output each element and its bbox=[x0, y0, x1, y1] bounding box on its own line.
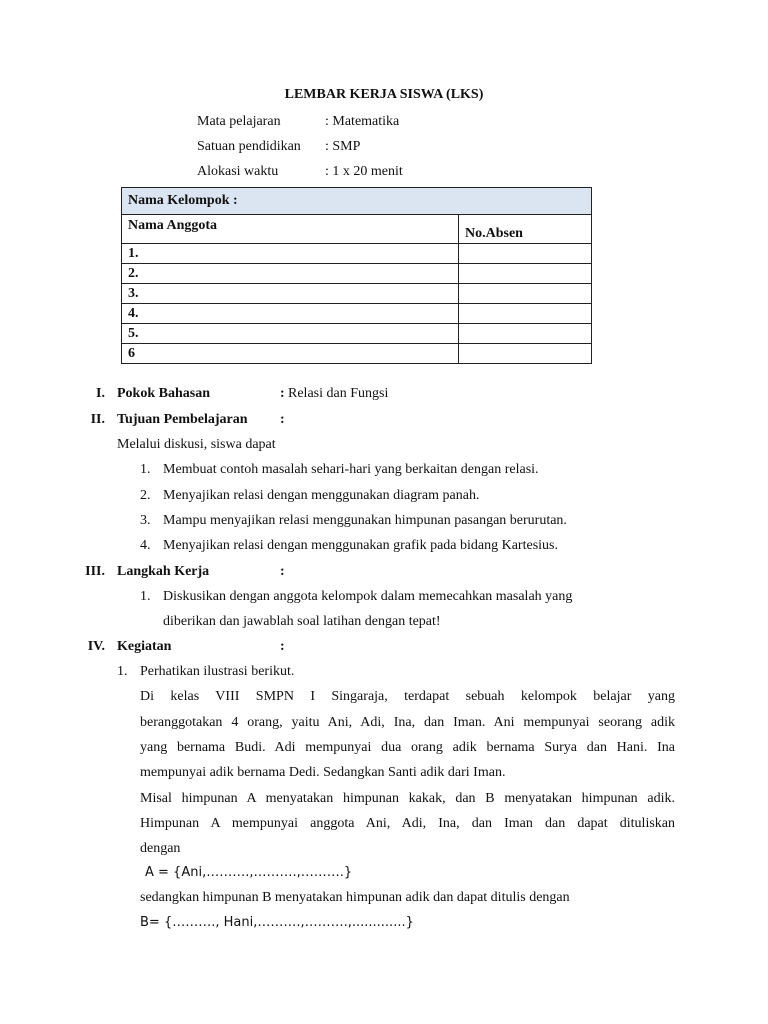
section-4-label: Kegiatan bbox=[117, 639, 172, 654]
section-1-label: Pokok Bahasan bbox=[117, 386, 210, 401]
objective-text: Menyajikan relasi dengan menggunakan grafik pada bidang Kartesius. bbox=[163, 538, 558, 553]
table-row bbox=[122, 304, 592, 324]
objective-number: 3. bbox=[140, 513, 151, 528]
absence-cell bbox=[459, 264, 592, 284]
set-b-intro: sedangkan himpunan B menyatakan himpunan adik dan dapat ditulis dengan bbox=[140, 890, 570, 905]
table-row bbox=[122, 264, 592, 284]
activity-number: 1. bbox=[117, 664, 128, 679]
group-table-header-row bbox=[122, 188, 592, 215]
table-row bbox=[122, 344, 592, 364]
section-3-label: Langkah Kerja bbox=[117, 564, 210, 579]
section-2-number: II. bbox=[90, 412, 105, 427]
section-2-label: Tujuan Pembelajaran bbox=[117, 412, 248, 427]
objective-number: 2. bbox=[140, 488, 151, 503]
story-line-1: Di kelas VIII SMPN I Singaraja, terdapat sebuah kelompok belajar yang bbox=[140, 689, 675, 704]
section-1-number: I. bbox=[96, 386, 105, 401]
story-line-2: beranggotakan 4 orang, yaitu Ani, Adi, Ina, dan Iman. Ani mempunyai seorang adik bbox=[140, 715, 675, 730]
group-table bbox=[121, 187, 592, 364]
table-row bbox=[122, 244, 592, 264]
objective-text: Menyajikan relasi dengan menggunakan diagram panah. bbox=[163, 488, 480, 503]
set-a-fill-in: A = {Ani,……….,……….,……….} bbox=[145, 865, 353, 880]
section-2-intro: Melalui diskusi, siswa dapat bbox=[117, 437, 276, 452]
absence-cell bbox=[459, 284, 592, 304]
member-row-number: 3. bbox=[122, 284, 459, 304]
objective-text: Mampu menyajikan relasi menggunakan himpunan pasangan berurutan. bbox=[163, 513, 567, 528]
section-4-number: IV. bbox=[87, 639, 105, 654]
step-number: 1. bbox=[140, 589, 151, 604]
section-3-colon: : bbox=[280, 564, 285, 579]
member-row-number: 4. bbox=[122, 304, 459, 324]
section-1-value: Relasi dan Fungsi bbox=[288, 386, 389, 401]
info-value-time: : 1 x 20 menit bbox=[325, 164, 403, 179]
story-line-3: yang bernama Budi. Adi mempunyai dua orang adik bernama Surya dan Hani. Ina bbox=[140, 740, 675, 755]
info-value-subject: : Matematika bbox=[325, 114, 400, 129]
absence-cell bbox=[459, 344, 592, 364]
table-row bbox=[122, 284, 592, 304]
absence-cell bbox=[459, 244, 592, 264]
group-name-label: Nama Kelompok : bbox=[122, 188, 592, 215]
section-3-number: III. bbox=[85, 564, 105, 579]
set-definition-line-3: dengan bbox=[140, 841, 181, 856]
story-line-4: mempunyai adik bernama Dedi. Sedangkan Santi adik dari Iman. bbox=[140, 765, 506, 780]
activity-title: Perhatikan ilustrasi berikut. bbox=[140, 664, 295, 679]
section-1-colon: : bbox=[280, 386, 285, 401]
info-value-level: : SMP bbox=[325, 139, 361, 154]
section-2-colon: : bbox=[280, 412, 285, 427]
info-label-level: Satuan pendidikan bbox=[197, 139, 301, 154]
member-row-number: 6 bbox=[122, 344, 459, 364]
step-text-line-1: Diskusikan dengan anggota kelompok dalam memecahkan masalah yang bbox=[163, 589, 573, 604]
absence-cell bbox=[459, 324, 592, 344]
page-title: LEMBAR KERJA SISWA (LKS) bbox=[284, 87, 484, 102]
section-4-colon: : bbox=[280, 639, 285, 654]
set-definition-line-2: Himpunan A mempunyai anggota Ani, Adi, Ina, dan Iman dan dapat dituliskan bbox=[140, 816, 675, 831]
member-row-number: 5. bbox=[122, 324, 459, 344]
member-row-number: 2. bbox=[122, 264, 459, 284]
absence-cell bbox=[459, 304, 592, 324]
member-name-header: Nama Anggota bbox=[122, 215, 459, 244]
objective-number: 4. bbox=[140, 538, 151, 553]
step-text-line-2: diberikan dan jawablah soal latihan dengan tepat! bbox=[163, 614, 441, 629]
group-table-column-row bbox=[122, 215, 592, 244]
table-row bbox=[122, 324, 592, 344]
member-row-number: 1. bbox=[122, 244, 459, 264]
objective-text: Membuat contoh masalah sehari-hari yang berkaitan dengan relasi. bbox=[163, 462, 539, 477]
set-definition-line-1: Misal himpunan A menyatakan himpunan kakak, dan B menyatakan himpunan adik. bbox=[140, 791, 675, 806]
info-label-subject: Mata pelajaran bbox=[197, 114, 281, 129]
info-label-time: Alokasi waktu bbox=[197, 164, 279, 179]
absence-number-header: No.Absen bbox=[459, 215, 592, 244]
set-b-fill-in: B= {………., Hani,……….,……….,.............} bbox=[140, 915, 414, 930]
objective-number: 1. bbox=[140, 462, 151, 477]
